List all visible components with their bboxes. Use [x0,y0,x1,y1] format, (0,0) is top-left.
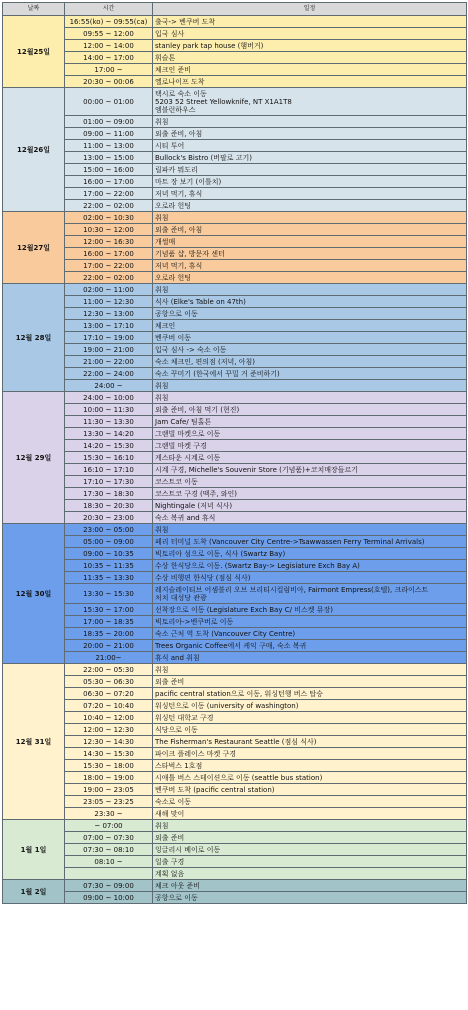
time-cell: 14:20 ~ 15:30 [65,440,153,452]
schedule-row [3,380,467,392]
time-cell: 13:30 ~ 15:30 [65,584,153,604]
time-cell: 17:00 ~ 18:35 [65,616,153,628]
plan-cell: 입국 심사 -> 숙소 이동 [153,344,467,356]
header-time: 시간 [65,3,153,16]
schedule-row [3,356,467,368]
time-cell: 10:30 ~ 12:00 [65,224,153,236]
schedule-row [3,500,467,512]
schedule-row [3,640,467,652]
plan-cell: 기념품 샵, 방문자 센터 [153,248,467,260]
plan-cell: 취침 [153,284,467,296]
time-cell: 12:00 ~ 16:30 [65,236,153,248]
schedule-row [3,808,467,820]
day-date-cell: 12월26일 [3,88,65,212]
time-cell: 18:30 ~ 20:30 [65,500,153,512]
day-date-cell: 12월 30일 [3,524,65,664]
time-cell: 21:00~ [65,652,153,664]
plan-cell: 그랜빌 마켓 구경 [153,440,467,452]
plan-line: 5203 52 Street Yellowknife, NT X1A1T8 [155,97,292,106]
plan-cell: 저녁 먹기, 휴식 [153,188,467,200]
schedule-row [3,584,467,604]
time-cell: 22:00 ~ 24:00 [65,368,153,380]
time-cell: 21:00 ~ 22:00 [65,356,153,368]
header-row [3,3,467,16]
time-cell: 09:00 ~ 11:00 [65,128,153,140]
schedule-row [3,724,467,736]
schedule-row [3,652,467,664]
schedule-row [3,712,467,724]
time-cell: 11:00 ~ 12:30 [65,296,153,308]
time-cell: 14:30 ~ 15:30 [65,748,153,760]
time-cell: 16:10 ~ 17:10 [65,464,153,476]
schedule-row [3,536,467,548]
plan-cell: 외출 준비, 아침 [153,224,467,236]
schedule-row [3,868,467,880]
time-cell: 02:00 ~ 11:00 [65,284,153,296]
schedule-row [3,604,467,616]
plan-cell: 출국-> 벤쿠버 도착 [153,16,467,28]
plan-cell: 빅토리아->벤쿠버로 이동 [153,616,467,628]
time-cell: 12:30 ~ 13:00 [65,308,153,320]
time-cell: 12:00 ~ 12:30 [65,724,153,736]
time-cell: 23:30 ~ [65,808,153,820]
time-cell: 05:30 ~ 06:30 [65,676,153,688]
schedule-row [3,616,467,628]
schedule-row [3,392,467,404]
time-cell: 20:00 ~ 21:00 [65,640,153,652]
day-date-cell: 12월 31일 [3,664,65,820]
time-cell: 14:00 ~ 17:00 [65,52,153,64]
plan-cell: 취침 [153,664,467,676]
schedule-body [3,16,467,904]
time-cell: 13:00 ~ 17:10 [65,320,153,332]
plan-cell: 잉글리시 베이로 이동 [153,844,467,856]
schedule-row [3,664,467,676]
schedule-row [3,772,467,784]
plan-cell: 체크인 [153,320,467,332]
time-cell: 22:00 ~ 05:30 [65,664,153,676]
time-cell: 09:00 ~ 10:35 [65,548,153,560]
plan-cell: 일출 구경 [153,856,467,868]
schedule-row [3,332,467,344]
time-cell: 19:00 ~ 23:05 [65,784,153,796]
schedule-row [3,416,467,428]
time-cell: 24:00 ~ [65,380,153,392]
schedule-row [3,320,467,332]
schedule-row [3,784,467,796]
time-cell: 17:00 ~ 22:00 [65,260,153,272]
schedule-row [3,796,467,808]
schedule-row [3,748,467,760]
plan-cell: 숙소 꾸미기 (한국에서 꾸밀 거 준비하기) [153,368,467,380]
plan-cell: 체크 아웃 준비 [153,880,467,892]
plan-cell: 숙소 체크인, 편의점 (저녁, 아침) [153,356,467,368]
time-cell: ~ 07:00 [65,820,153,832]
time-cell: 12:00 ~ 14:00 [65,40,153,52]
time-cell: 12:30 ~ 14:30 [65,736,153,748]
schedule-row [3,676,467,688]
plan-cell: stanley park tap house (햄버거) [153,40,467,52]
plan-cell: 취침 [153,392,467,404]
time-cell: 16:00 ~ 17:00 [65,176,153,188]
plan-cell: 워싱턴으로 이동 (university of washington) [153,700,467,712]
schedule-row [3,524,467,536]
time-cell: 17:10 ~ 17:30 [65,476,153,488]
time-cell: 17:30 ~ 18:30 [65,488,153,500]
plan-cell: 페리 터미널 도착 (Vancouver City Centre->Tsawwassen Ferry Terminal Arrivals) [153,536,467,548]
plan-cell: 외출 준비 [153,832,467,844]
plan-cell: 마트 장 보기 (이틀치) [153,176,467,188]
plan-cell: 수상 비행편 한식당 (점심 식사) [153,572,467,584]
day-date-cell: 1월 2일 [3,880,65,904]
time-cell: 22:00 ~ 02:00 [65,200,153,212]
plan-cell: 워싱턴 대학교 구경 [153,712,467,724]
schedule-row [3,212,467,224]
time-cell: 19:00 ~ 21:00 [65,344,153,356]
schedule-row [3,128,467,140]
plan-cell: 저녁 먹기, 휴식 [153,260,467,272]
time-cell: 18:35 ~ 20:00 [65,628,153,640]
plan-cell: 취침 [153,524,467,536]
header-date: 날짜 [3,3,65,16]
time-cell: 15:30 ~ 16:10 [65,452,153,464]
plan-cell: 새해 맞이 [153,808,467,820]
schedule-row [3,248,467,260]
schedule-row [3,832,467,844]
schedule-row [3,52,467,64]
schedule-row [3,260,467,272]
time-cell: 16:55(ko) ~ 09:55(ca) [65,16,153,28]
schedule-row [3,736,467,748]
plan-cell: 휴식 and 취침 [153,652,467,664]
plan-line: 레지슬레이티브 어셈블리 오브 브리티시컬럼비아, Fairmont Empress(호텔), 크라이스트 [155,585,429,594]
day-date-cell: 12월27일 [3,212,65,284]
plan-cell: 식사 (Elke's Table on 47th) [153,296,467,308]
schedule-row [3,140,467,152]
schedule-row [3,476,467,488]
schedule-row [3,572,467,584]
time-cell: 10:35 ~ 11:35 [65,560,153,572]
plan-cell [153,584,467,604]
schedule-row [3,856,467,868]
schedule-row [3,224,467,236]
schedule-row [3,344,467,356]
schedule-row [3,152,467,164]
plan-cell: 벤쿠버 도착 (pacific central station) [153,784,467,796]
plan-cell: 옐로나이프 도착 [153,76,467,88]
plan-line: 엠블런하우스 [155,105,196,114]
schedule-row [3,236,467,248]
plan-cell: 선착장으로 이동 (Legislature Exch Bay C/ 비스켓 뮤장) [153,604,467,616]
schedule-row [3,176,467,188]
schedule-row [3,64,467,76]
time-cell: 07:30 ~ 09:00 [65,880,153,892]
plan-cell: 취침 [153,116,467,128]
plan-cell: 휘슬톤 [153,52,467,64]
time-cell: 08:10 ~ [65,856,153,868]
time-cell: 23:00 ~ 05:00 [65,524,153,536]
plan-cell: 외출 준비, 아침 먹기 (현진) [153,404,467,416]
schedule-row [3,76,467,88]
schedule-row [3,284,467,296]
schedule-row [3,28,467,40]
time-cell: 09:00 ~ 10:00 [65,892,153,904]
plan-cell: 시애틀 버스 스테이션으로 이동 (seattle bus station) [153,772,467,784]
time-cell: 22:00 ~ 02:00 [65,272,153,284]
schedule-row [3,428,467,440]
schedule-row [3,440,467,452]
schedule-row [3,488,467,500]
time-cell: 06:30 ~ 07:20 [65,688,153,700]
header-plan: 일정 [153,3,467,16]
time-cell: 05:00 ~ 09:00 [65,536,153,548]
plan-cell: 수상 한식당으로 이동. (Swartz Bay-> Legisiature Exch Bay A) [153,560,467,572]
plan-cell: 게스타운 시계로 이동 [153,452,467,464]
day-date-cell: 12월 29일 [3,392,65,524]
time-cell: 09:55 ~ 12:00 [65,28,153,40]
day-date-cell: 12월 28일 [3,284,65,392]
schedule-row [3,272,467,284]
plan-cell: 숙소 복귀 and 휴식 [153,512,467,524]
plan-cell: 숙소 근처 역 도착 (Vancouver City Centre) [153,628,467,640]
schedule-row [3,512,467,524]
plan-cell: 시계 구경, Michelle's Souvenir Store (기념품)+코치매장들르기 [153,464,467,476]
time-cell: 20:30 ~ 23:00 [65,512,153,524]
time-cell: 07:00 ~ 07:30 [65,832,153,844]
time-cell: 10:00 ~ 11:30 [65,404,153,416]
plan-cell: 시티 투어 [153,140,467,152]
time-cell: 18:00 ~ 19:00 [65,772,153,784]
schedule-row [3,404,467,416]
plan-cell: Trees Organic Coffee에서 케익 구매, 숙소 복귀 [153,640,467,652]
plan-cell: 빅토리아 섬으로 이동, 식사 (Swartz Bay) [153,548,467,560]
plan-cell: 취침 [153,380,467,392]
time-cell: 17:00 ~ 22:00 [65,188,153,200]
schedule-row [3,820,467,832]
plan-cell: 그랜빌 마켓으로 이동 [153,428,467,440]
time-cell: 13:00 ~ 15:00 [65,152,153,164]
plan-cell: Nightingale (저녁 식사) [153,500,467,512]
time-cell: 02:00 ~ 10:30 [65,212,153,224]
schedule-row [3,700,467,712]
plan-cell: 코스트코 구경 (맥주, 와인) [153,488,467,500]
schedule-row [3,16,467,28]
plan-cell: 벤쿠버 이동 [153,332,467,344]
day-date-cell: 12월25일 [3,16,65,88]
plan-cell: Jam Cafe/ 팀홀튼 [153,416,467,428]
plan-cell: 릴파카 뭐도리 [153,164,467,176]
time-cell: 24:00 ~ 10:00 [65,392,153,404]
schedule-row [3,560,467,572]
plan-cell: 입국 심사 [153,28,467,40]
time-cell: 17:10 ~ 19:00 [65,332,153,344]
schedule-table [2,2,467,904]
plan-cell [153,88,467,116]
schedule-row [3,164,467,176]
schedule-row [3,308,467,320]
time-cell: 15:30 ~ 17:00 [65,604,153,616]
time-cell: 00:00 ~ 01:00 [65,88,153,116]
time-cell: 16:00 ~ 17:00 [65,248,153,260]
time-cell: 11:35 ~ 13:30 [65,572,153,584]
plan-cell: 오로라 헌팅 [153,272,467,284]
plan-cell: 외출 준비 [153,676,467,688]
plan-cell: 체크인 준비 [153,64,467,76]
schedule-row [3,880,467,892]
plan-cell: 취침 [153,820,467,832]
plan-cell: 오로라 헌팅 [153,200,467,212]
time-cell: 23:05 ~ 23:25 [65,796,153,808]
time-cell: 07:30 ~ 08:10 [65,844,153,856]
schedule-row [3,452,467,464]
schedule-row [3,296,467,308]
schedule-row [3,760,467,772]
plan-cell: 공항으로 이동 [153,892,467,904]
schedule-row [3,188,467,200]
plan-cell: 취침 [153,212,467,224]
time-cell: 13:30 ~ 14:20 [65,428,153,440]
time-cell: 07:20 ~ 10:40 [65,700,153,712]
time-cell: 10:40 ~ 12:00 [65,712,153,724]
schedule-row [3,688,467,700]
time-cell: 15:30 ~ 18:00 [65,760,153,772]
time-cell: 17:00 ~ [65,64,153,76]
time-cell [65,868,153,880]
plan-cell: The Fisherman's Restaurant Seattle (점심 식사) [153,736,467,748]
schedule-row [3,40,467,52]
time-cell: 15:00 ~ 16:00 [65,164,153,176]
plan-cell: 식당으로 이동 [153,724,467,736]
time-cell: 01:00 ~ 09:00 [65,116,153,128]
schedule-row [3,200,467,212]
plan-cell: 파이크 플레이스 마켓 구경 [153,748,467,760]
plan-line: 처치 대성당 관광 [155,593,207,602]
time-cell: 20:30 ~ 00:06 [65,76,153,88]
plan-line: 택시로 숙소 이동 [155,89,207,98]
schedule-row [3,368,467,380]
schedule-row [3,548,467,560]
schedule-row [3,844,467,856]
plan-cell: 스타벅스 1호점 [153,760,467,772]
schedule-row [3,116,467,128]
plan-cell: Bullock's Bistro (버팔로 고기) [153,152,467,164]
plan-cell: 숙소로 이동 [153,796,467,808]
plan-cell: 계획 없음 [153,868,467,880]
plan-cell: pacific central station으로 이동, 워싱턴행 버스 탑승 [153,688,467,700]
plan-cell: 개썰매 [153,236,467,248]
schedule-row [3,464,467,476]
schedule-row [3,892,467,904]
time-cell: 11:30 ~ 13:30 [65,416,153,428]
schedule-row [3,628,467,640]
plan-cell: 코스트코 이동 [153,476,467,488]
plan-cell: 공항으로 이동 [153,308,467,320]
time-cell: 11:00 ~ 13:00 [65,140,153,152]
schedule-row [3,88,467,116]
plan-cell: 외출 준비, 아침 [153,128,467,140]
day-date-cell: 1월 1일 [3,820,65,880]
